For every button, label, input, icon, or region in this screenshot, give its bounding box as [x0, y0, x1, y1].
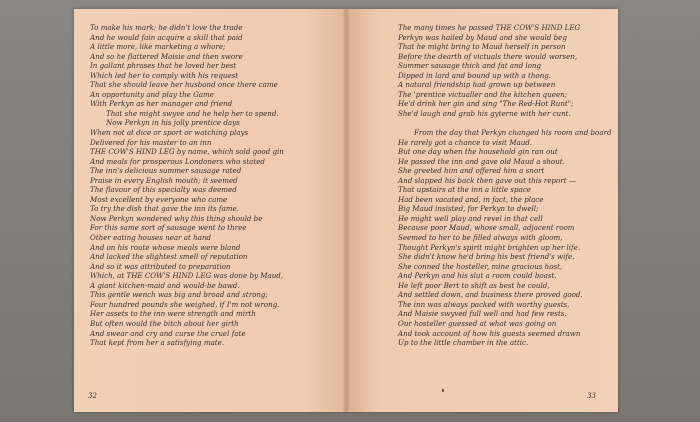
text-line: The inn was always packed with worthy guests, — [398, 299, 570, 309]
text-line: THE COW'S HIND LEG by name, which sold good gin — [90, 147, 284, 157]
text-line: Praise in every English mouth; it seemed — [90, 175, 238, 185]
text-line: The 'prentice victualler and the kitchen queen; — [398, 89, 568, 99]
text-line: He passed the inn and gave old Maud a shout. — [398, 156, 565, 166]
book-gutter — [342, 9, 350, 412]
text-line: That she might swyve and he help her to spend. — [106, 108, 279, 118]
text-line: Had been vacated and, in fact, the place — [398, 194, 544, 204]
text-line: Other eating houses near at hand — [90, 233, 212, 243]
text-line: But often would the bitch about her girth — [90, 318, 239, 328]
text-line: She conned the hosteller, mine gracious host, — [398, 261, 563, 271]
text-line: Her assets to the inn were strength and mirth — [90, 309, 256, 319]
text-line: That upstairs at the inn a little space — [398, 185, 531, 195]
text-line: For this same sort of sausage went to three — [90, 223, 247, 233]
text-line: A little more, like marketing a whore; — [90, 42, 226, 52]
text-line: Now Perkyn wondered why this thing should be — [90, 213, 263, 223]
text-line — [398, 118, 608, 128]
text-line: A giant kitchen-maid and would-be bawd. — [90, 280, 240, 290]
text-line: He left poor Bert to shift as best he could, — [398, 280, 550, 290]
text-line: And settled down, and business there proved good. — [398, 290, 583, 300]
right-page-number: 33 — [587, 392, 596, 400]
text-line: To make his mark; he didn't love the trade — [90, 23, 243, 32]
text-line: An opportunity and play the Game — [90, 89, 214, 99]
text-line: That kept from her a satisfying mate. — [90, 338, 225, 348]
text-line: And so it was attributed to preparation — [90, 261, 231, 271]
text-line: And he would fain acquire a skill that paid — [90, 32, 243, 42]
open-book — [74, 9, 618, 412]
text-line: The many times he passed THE COW'S HIND LEG — [398, 23, 581, 32]
text-line: When not at dice or sport or watching plays — [90, 128, 249, 138]
text-line: From the day that Perkyn changed his room and board — [414, 128, 612, 138]
text-line: Up to the little chamber in the attic. — [398, 338, 529, 348]
text-line: A natural friendship had grown up between — [398, 80, 556, 90]
text-line: She'd laugh and grab his gyterne with her cunt. — [398, 108, 571, 118]
text-line: Delivered for his master to an inn — [90, 137, 212, 147]
text-line: Most excellent by everyone who came — [90, 194, 228, 204]
text-line: And slapped his back then gave out this report — — [398, 175, 576, 185]
right-page-text — [398, 23, 612, 348]
text-line: With Perkyn as her manager and friend — [90, 99, 233, 109]
text-line: Before the dearth of victuals there would worsen, — [398, 51, 578, 61]
text-line: Because poor Maud, whose small, adjacent room — [398, 223, 575, 233]
text-line: To try the dish that gave the inn its fame. — [90, 204, 239, 214]
text-line: And swear and cry and curse the cruel fate — [90, 328, 246, 338]
left-page-text — [90, 23, 338, 348]
text-line: The flavour of this specialty was deemed — [90, 185, 237, 195]
text-line: Dipped in lard and bound up with a thong. — [398, 70, 552, 80]
text-line: Which led her to comply with his request — [90, 70, 239, 80]
text-line: But one day when the household gin ran out — [398, 147, 558, 157]
text-line: Perkyn was hailed by Maud and she would beg — [398, 32, 567, 42]
right-page — [346, 9, 618, 412]
text-line: And Perkyn and his slut a room could boast. — [398, 271, 557, 281]
text-line: Summer sausage thick and fat and long — [398, 61, 542, 71]
text-line: He rarely got a chance to visit Maud. — [398, 137, 533, 147]
text-line: In gallant phrases that he loved her best — [90, 61, 237, 71]
text-line: And so he flattered Maisie and then swore — [90, 51, 243, 61]
text-line: The inn's delicious summer sausage rated — [90, 166, 242, 176]
text-line: That he might bring to Maud herself in person — [398, 42, 566, 52]
text-line: Four hundred pounds she weighed, if I'm not wrong. — [90, 299, 280, 309]
text-line: He'd drink her gin and sing "The Red-Hot Runt"; — [398, 99, 574, 109]
text-line: Seemed to her to be filled always with gloom, — [398, 233, 563, 243]
text-line: She didn't know he'd bring his best friend's wife. — [398, 252, 575, 262]
text-line: And on his route whose meals were bland — [90, 242, 241, 252]
text-line: And meals for prosperous Londoners who stated — [90, 156, 265, 166]
text-line: And lacked the slightest smell of reputation — [90, 252, 248, 262]
text-line: He might well play and revel in that cell — [398, 213, 543, 223]
text-line: Thought Perkyn's spirit might brighten up her life. — [398, 242, 581, 252]
text-line: That she should leave her husband once there came — [90, 80, 278, 90]
left-page-number: 32 — [88, 392, 97, 400]
page-speck — [442, 389, 444, 392]
text-line: Now Perkyn in his jolly prentice days — [106, 118, 240, 128]
text-line: Big Maud insisted, for Perkyn to dwell; — [398, 204, 539, 214]
text-line: And Maisie swyved full well and had few rests. — [398, 309, 567, 319]
text-line: She greeted him and offered him a snort — [398, 166, 545, 176]
text-line: This gentle wench was big and broad and strong; — [90, 290, 268, 300]
left-page — [74, 9, 346, 412]
text-line: Our hosteller guessed at what was going on — [398, 318, 557, 328]
text-line: And took account of how his guests seemed drawn — [398, 328, 581, 338]
text-line: Which, at THE COW'S HIND LEG was done by Maud, — [90, 271, 284, 281]
